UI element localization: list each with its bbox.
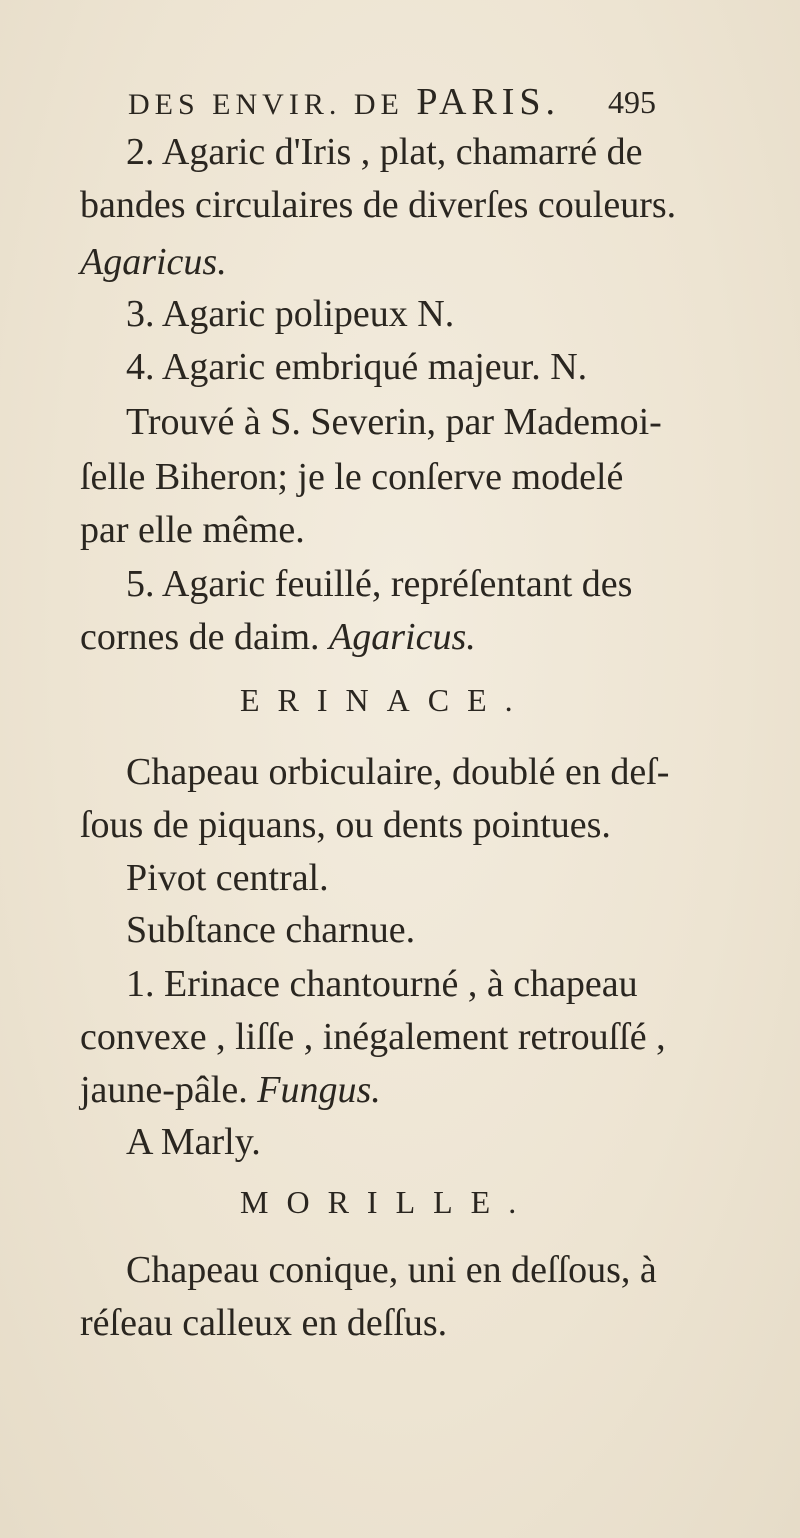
running-title-paris: PARIS.: [416, 81, 561, 123]
text-line: par elle même.: [80, 509, 305, 551]
text-line: Trouvé à S. Severin, par Mademoi-: [126, 401, 662, 443]
text-line: Subſtance charnue.: [126, 909, 416, 951]
text-line: réſeau calleux en deſſus.: [80, 1302, 448, 1344]
text-line: ſelle Biheron; je le conſerve modelé: [80, 456, 624, 498]
text-line: Chapeau orbiculaire, doublé en deſ-: [126, 751, 670, 793]
text-line-italic: Agaricus.: [80, 241, 227, 283]
running-title: DES ENVIR. DE: [128, 88, 417, 121]
section-heading-erinace: ERINACE.: [240, 682, 531, 718]
text-line: 1. Erinace chantourné , à chapeau: [126, 963, 638, 1005]
text-line: Chapeau conique, uni en deſſous, à: [126, 1249, 657, 1291]
text-line: A Marly.: [126, 1121, 261, 1163]
text-line: convexe , liſſe , inégalement retrouſſé ,: [80, 1016, 666, 1058]
text-span: cornes de daim.: [80, 616, 320, 658]
text-line: [80, 1068, 381, 1112]
text-line: 2. Agaric d'Iris , plat, chamarré de: [126, 131, 643, 173]
text-line: ſous de piquans, ou dents pointues.: [80, 804, 611, 846]
section-heading-morille: MORILLE.: [240, 1184, 535, 1220]
text-line: 3. Agaric polipeux N.: [126, 293, 455, 335]
text-line: Pivot central.: [126, 857, 329, 899]
page-number: 495: [608, 84, 656, 120]
text-span-italic: Fungus.: [257, 1069, 381, 1111]
text-span-italic: Agaricus.: [329, 616, 476, 658]
text-span: jaune-pâle.: [80, 1069, 248, 1111]
text-line: 5. Agaric feuillé, repréſentant des: [126, 563, 633, 605]
running-header: [128, 80, 656, 127]
text-line: [80, 615, 476, 659]
text-line: 4. Agaric embriqué majeur. N.: [126, 346, 588, 388]
text-line: bandes circulaires de diverſes couleurs.: [80, 184, 677, 226]
